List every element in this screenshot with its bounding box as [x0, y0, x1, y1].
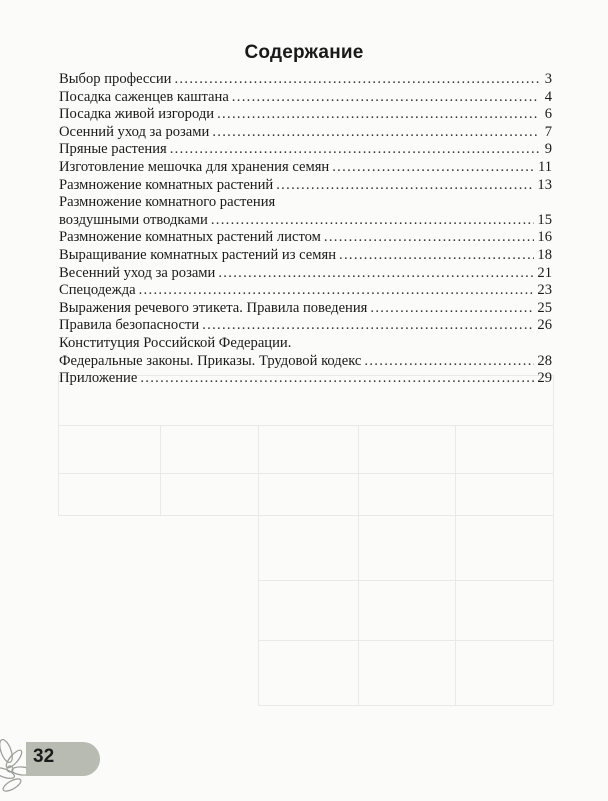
toc-dot-leader — [140, 370, 534, 388]
toc-entry-row — [59, 177, 552, 195]
toc-entry-page-number: 11 — [537, 158, 552, 175]
toc-entry-title: воздушными отводками — [59, 211, 208, 228]
toc-entry-page-number: 13 — [537, 176, 552, 193]
toc-entry-title-line: Размножение комнатного растения — [59, 194, 276, 211]
toc-entry[interactable] — [59, 370, 552, 388]
toc-entry-page-number: 18 — [537, 246, 552, 263]
toc-entry[interactable] — [59, 194, 552, 229]
toc-entry-page-number: 29 — [537, 370, 552, 387]
toc-entry-title-line: Конституция Российской Федерации. — [59, 334, 292, 351]
toc-entry-row — [59, 247, 552, 265]
toc-entry[interactable] — [59, 282, 552, 300]
toc-entry-row — [59, 71, 552, 89]
toc-entry-page-number: 7 — [544, 123, 552, 140]
toc-dot-leader — [202, 317, 534, 335]
toc-dot-leader — [217, 106, 539, 124]
toc-entry-row — [59, 89, 552, 107]
toc-entry-title: Пряные растения — [59, 141, 167, 158]
toc-entry-page-number: 6 — [544, 106, 552, 123]
toc-entry[interactable] — [59, 229, 552, 247]
toc-entry[interactable] — [59, 159, 552, 177]
toc-entry-row — [59, 141, 552, 159]
toc-entry-row — [59, 265, 552, 283]
toc-dot-leader — [211, 212, 535, 230]
toc-entry[interactable] — [59, 71, 552, 89]
toc-entry-title: Осенний уход за розами — [59, 123, 210, 140]
toc-entry-title: Посадка саженцев каштана — [59, 88, 229, 105]
toc-dot-leader — [339, 247, 534, 265]
toc-entry-page-number: 21 — [537, 264, 552, 281]
toc-entry-row — [59, 282, 552, 300]
toc-entry[interactable] — [59, 106, 552, 124]
toc-entry-row — [59, 300, 552, 318]
toc-entry[interactable] — [59, 177, 552, 195]
toc-dot-leader — [174, 71, 539, 89]
toc-entry-page-number: 26 — [537, 317, 552, 334]
toc-dot-leader — [212, 124, 539, 142]
toc-entry[interactable] — [59, 247, 552, 265]
toc-entry[interactable] — [59, 89, 552, 107]
toc-entry-page-number: 4 — [544, 88, 552, 105]
toc-entry-page-number: 3 — [544, 71, 552, 87]
toc-dot-leader — [139, 282, 535, 300]
toc-dot-leader — [332, 159, 535, 177]
toc-entry[interactable] — [59, 335, 552, 370]
toc-entry-row — [59, 212, 552, 230]
toc-entry-page-number: 15 — [537, 211, 552, 228]
toc-entry-title: Спецодежда — [59, 282, 136, 299]
toc-entry-title: Посадка живой изгороди — [59, 106, 215, 123]
toc-dot-leader — [232, 89, 539, 107]
toc-entry[interactable] — [59, 300, 552, 318]
toc-entry-row — [59, 124, 552, 142]
toc-entry-title: Выращивание комнатных растений из семян — [59, 246, 337, 263]
toc-entry-title: Выбор профессии — [59, 71, 172, 87]
toc-entry-row — [59, 370, 552, 388]
toc-entry-row — [59, 229, 552, 247]
toc-entry[interactable] — [59, 317, 552, 335]
toc-entry-title: Правила безопасности — [59, 317, 200, 334]
toc-entry[interactable] — [59, 141, 552, 159]
toc-dot-leader — [324, 229, 535, 247]
toc-entry-page-number: 23 — [537, 282, 552, 299]
page-title: Содержание — [244, 42, 364, 63]
toc-entry-title: Весенний уход за розами — [59, 264, 216, 281]
toc-entry-row — [59, 106, 552, 124]
toc-entry-page-number: 16 — [537, 229, 552, 246]
toc-dot-leader — [370, 300, 534, 318]
toc-entry-page-number: 28 — [537, 352, 552, 369]
toc-entry-title: Выражения речевого этикета. Правила поведения — [59, 299, 368, 316]
toc-entry-title: Размножение комнатных растений — [59, 176, 274, 193]
toc-entry-row — [59, 353, 552, 371]
toc-entry[interactable] — [59, 265, 552, 283]
page-number: 32 — [33, 746, 55, 767]
toc-dot-leader — [276, 177, 534, 195]
toc-entry-page-number: 25 — [537, 299, 552, 316]
toc-entry-row — [59, 159, 552, 177]
toc-entry-title: Размножение комнатных растений листом — [59, 229, 321, 246]
table-of-contents — [59, 71, 552, 388]
toc-entry-row — [59, 317, 552, 335]
toc-entry-title: Изготовление мешочка для хранения семян — [59, 158, 330, 175]
toc-dot-leader — [170, 141, 539, 159]
toc-dot-leader — [218, 265, 534, 283]
toc-entry-title: Приложение — [59, 370, 138, 387]
toc-entry[interactable] — [59, 124, 552, 142]
toc-entry-page-number: 9 — [544, 141, 552, 158]
toc-dot-leader — [364, 353, 534, 371]
toc-entry-title: Федеральные законы. Приказы. Трудовой кодекс — [59, 352, 362, 369]
